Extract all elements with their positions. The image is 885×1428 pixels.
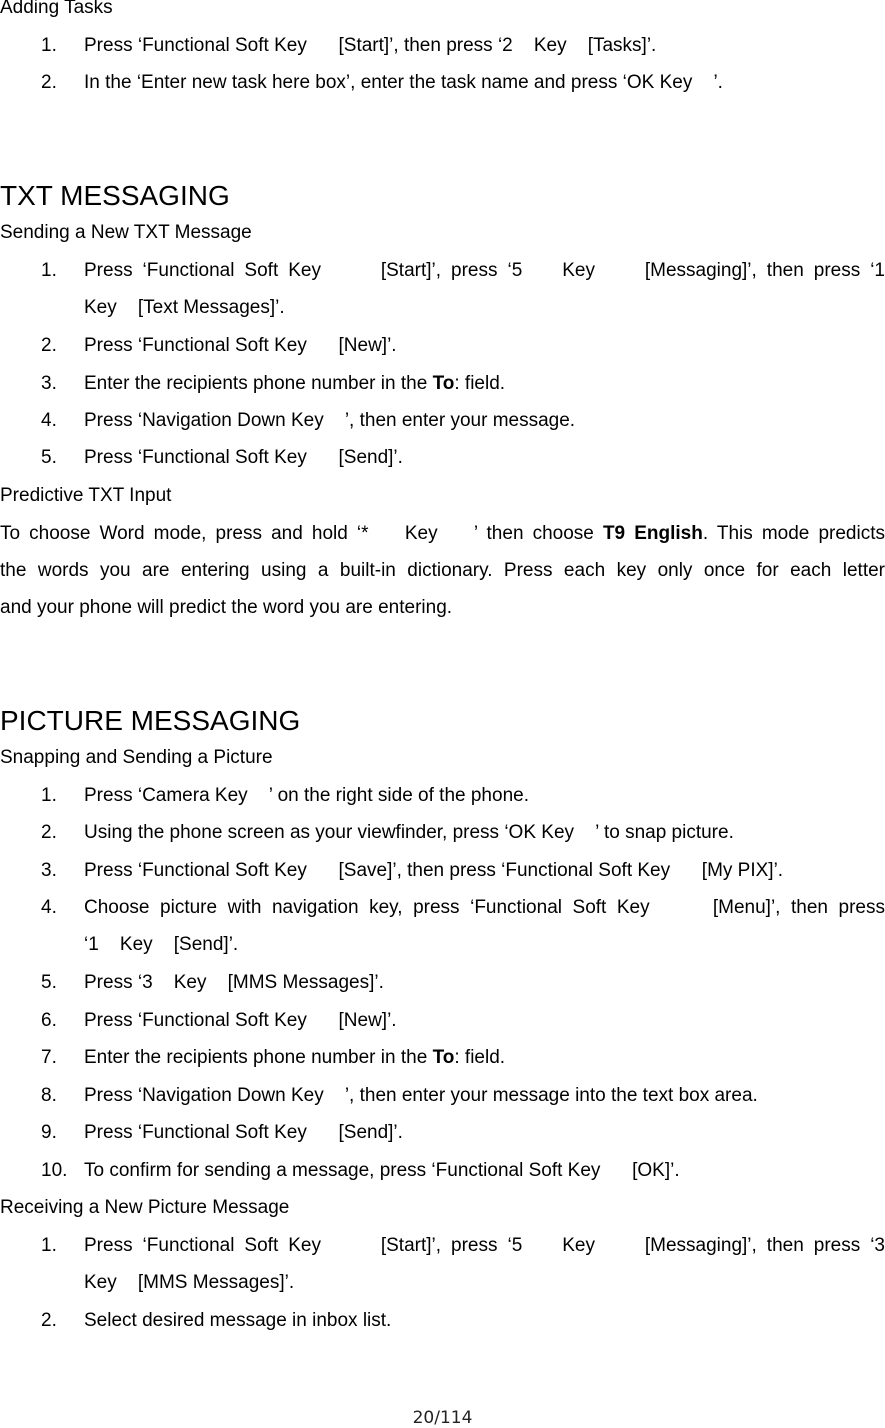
paragraph-text: To choose Word mode, press and hold ‘* Key ’ then choose <box>0 523 603 544</box>
step-text-continued: ‘1 Key [Send]’. <box>84 934 239 955</box>
predictive-paragraph-line: and your phone will predict the word you are entering. <box>0 597 453 618</box>
txt-messaging-heading: TXT MESSAGING <box>0 180 230 211</box>
predictive-paragraph-line <box>0 523 885 545</box>
step-text: Press ‘Camera Key ’ on the right side of the phone. <box>84 785 529 806</box>
step-text-post: : field. <box>454 373 506 394</box>
step-number: 4. <box>41 897 57 918</box>
step-text: Press ‘Functional Soft Key [New]’. <box>84 335 397 356</box>
step-number: 2. <box>41 335 57 356</box>
t9-english-label: T9 English <box>602 523 703 544</box>
step-number: 6. <box>41 1010 57 1031</box>
step-text: Select desired message in inbox list. <box>84 1310 392 1331</box>
step-text: To confirm for sending a message, press ‘Functional Soft Key [OK]’. <box>84 1160 680 1181</box>
to-field-label: To <box>432 373 455 394</box>
step-number: 1. <box>41 35 57 56</box>
step-text: Press ‘Functional Soft Key [Start]’, press ‘5 Key [Messaging]’, then press ‘3 <box>84 1235 885 1256</box>
picture-messaging-heading: PICTURE MESSAGING <box>0 705 301 736</box>
step-text <box>84 373 885 395</box>
step-number: 1. <box>41 1235 57 1256</box>
step-text: Press ‘Functional Soft Key [Send]’. <box>84 1122 403 1143</box>
receiving-title: Receiving a New Picture Message <box>0 1197 290 1218</box>
step-text-pre: Enter the recipients phone number in the <box>84 1047 433 1068</box>
step-text-pre: Enter the recipients phone number in the <box>84 373 433 394</box>
step-text: Press ‘Navigation Down Key ’, then enter your message into the text box area. <box>84 1085 758 1106</box>
step-number: 1. <box>41 785 57 806</box>
step-number: 2. <box>41 72 57 93</box>
page-number: 20/114 <box>412 1408 473 1428</box>
txt-subtitle: Sending a New TXT Message <box>0 222 252 243</box>
step-text: Press ‘Functional Soft Key [New]’. <box>84 1010 397 1031</box>
step-number: 3. <box>41 860 57 881</box>
step-number: 8. <box>41 1085 57 1106</box>
step-text: Press ‘Functional Soft Key [Start]’, then press ‘2 Key [Tasks]’. <box>84 35 657 56</box>
step-text: Choose picture with navigation key, press ‘Functional Soft Key [Menu]’, then press <box>84 897 885 918</box>
step-text: Press ‘3 Key [MMS Messages]’. <box>84 972 384 993</box>
step-number: 7. <box>41 1047 57 1068</box>
step-text <box>84 1047 885 1069</box>
step-text: Using the phone screen as your viewfinder, press ‘OK Key ’ to snap picture. <box>84 822 734 843</box>
step-text: Press ‘Navigation Down Key ’, then enter your message. <box>84 410 576 431</box>
step-number: 2. <box>41 1310 57 1331</box>
step-number: 2. <box>41 822 57 843</box>
step-number: 1. <box>41 260 57 281</box>
paragraph-text: . This mode predicts <box>702 523 885 544</box>
step-number: 3. <box>41 373 57 394</box>
step-number: 4. <box>41 410 57 431</box>
step-text: In the ‘Enter new task here box’, enter the task name and press ‘OK Key ’. <box>84 72 723 93</box>
step-number: 5. <box>41 447 57 468</box>
predictive-paragraph-line: the words you are entering using a built-in dictionary. Press each key only once for each letter <box>0 560 885 581</box>
to-field-label: To <box>432 1047 455 1068</box>
step-text-continued: Key [Text Messages]’. <box>84 297 285 318</box>
step-text: Press ‘Functional Soft Key [Send]’. <box>84 447 403 468</box>
step-number: 9. <box>41 1122 57 1143</box>
adding-tasks-title: Adding Tasks <box>0 0 113 18</box>
step-number: 5. <box>41 972 57 993</box>
step-text-continued: Key [MMS Messages]’. <box>84 1272 295 1293</box>
step-text: Press ‘Functional Soft Key [Save]’, then press ‘Functional Soft Key [My PIX]’. <box>84 860 784 881</box>
pix-subtitle: Snapping and Sending a Picture <box>0 747 273 768</box>
predictive-title: Predictive TXT Input <box>0 485 172 506</box>
step-number: 10. <box>41 1160 68 1181</box>
step-text-post: : field. <box>454 1047 506 1068</box>
step-text: Press ‘Functional Soft Key [Start]’, press ‘5 Key [Messaging]’, then press ‘1 <box>84 260 885 281</box>
